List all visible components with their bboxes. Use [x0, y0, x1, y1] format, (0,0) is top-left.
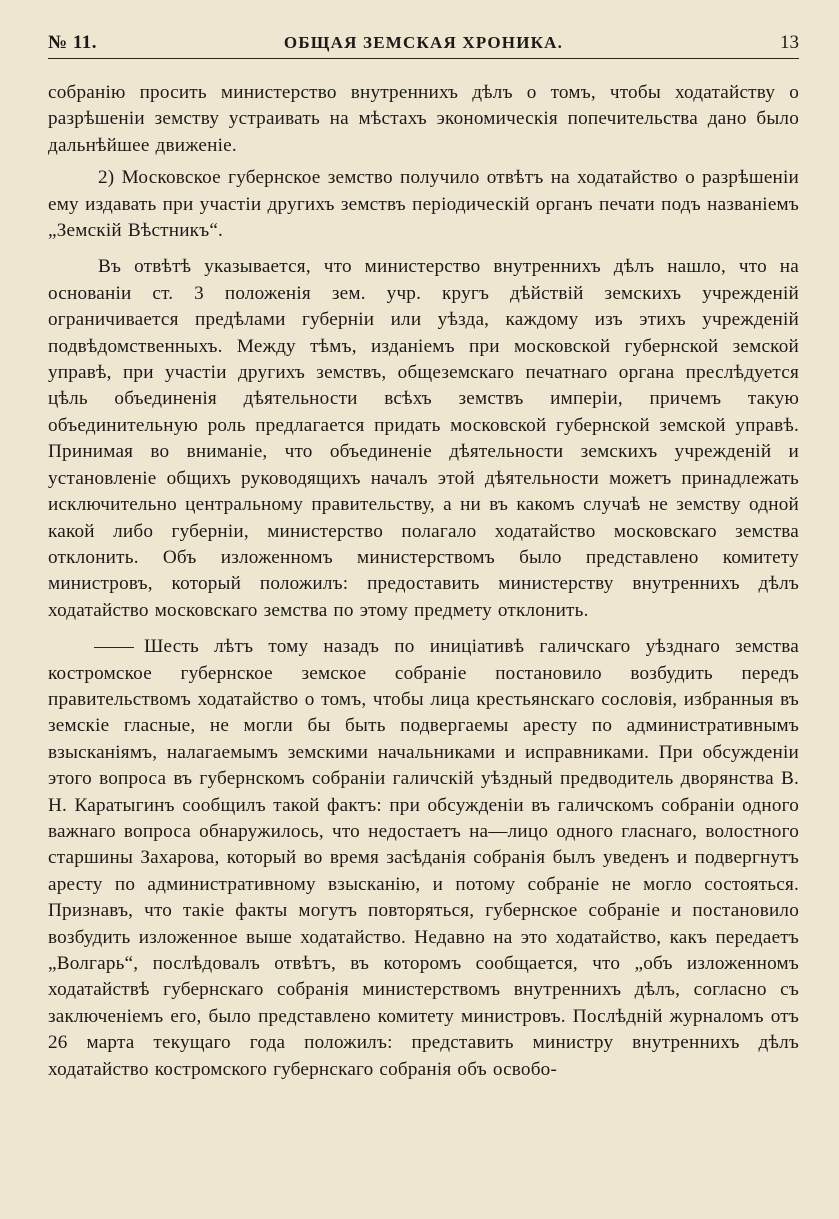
- article-body: [48, 80, 799, 1083]
- paragraph-ministry-answer: Въ отвѣтѣ указывается, что министерство внутреннихъ дѣлъ нашло, что на основаніи ст. 3 положенія зем. учр. кругъ дѣйствій земскихъ учрежденій ограничивается предѣлами губерніи или уѣзда, каждому изъ этихъ учрежденій подвѣдомственныхъ. Между тѣмъ, изданіемъ при московской губернской земской управѣ, при участіи другихъ земствъ, общеземскаго печатнаго органа преслѣдуется цѣль объединенія дѣятельности всѣхъ земствъ имперіи, причемъ такую объединительную роль предлагается придать московской губернской земской управѣ. Принимая во вниманіе, что объединеніе дѣятельности земскихъ учрежденій и установленіе общихъ руководящихъ началъ этой дѣятельности можетъ принадлежать исключительно центральному правительству, а ни въ какомъ случаѣ не земству одной какой либо губерніи, министерство полагало ходатайство московскаго земства отклонить. Объ изложенномъ министерствомъ было представлено комитету министровъ, который положилъ: предоставить министерству внутреннихъ дѣлъ ходатайство московскаго земства по этому предмету отклонить.: [48, 256, 799, 621]
- page-number: 13: [780, 32, 799, 53]
- running-head: [48, 28, 799, 59]
- section-rule: [94, 647, 134, 648]
- issue-number: № 11.: [48, 32, 98, 53]
- paragraph-kostroma-text: Шесть лѣтъ тому назадъ по иниціативѣ галичскаго уѣзднаго земства костромское губернское земское собраніе постановило возбудить передъ правительствомъ ходатайство о томъ, чтобы лица крестьянскаго сословія, избранныя въ земскіе гласные, не могли бы быть подвергаемы аресту по административнымъ взысканіямъ, налагаемымъ земскими начальниками и исправниками. При обсужденіи этого вопроса въ губернскомъ собраніи галичскій уѣздный предводитель дворянства В. Н. Каратыгинъ сообщилъ такой фактъ: при обсужденіи въ галичскомъ собраніи одного важнаго вопроса обнаружилось, что недостаетъ на—лицо одного гласнаго, волостного старшины Захарова, который во время засѣданія собранія былъ уведенъ и подвергнутъ аресту по административному взысканію, и потому собраніе не могло состояться. Признавъ, что такіе факты могутъ повторяться, губернское собраніе и постановило возбудить изложенное выше ходатайство. Недавно на это ходатайство, какъ передаетъ „Волгарь“, послѣдовалъ отвѣтъ, въ которомъ сообщается, что „объ изложенномъ ходатайствѣ губернскаго собранія министерствомъ внутреннихъ дѣлъ, согласно съ заключеніемъ его, было представлено комитету министровъ. Послѣдній журналомъ отъ 26 марта текущаго года положилъ: представить министру внутреннихъ дѣлъ ходатайство костромского губернскаго собранія объ освобо-: [48, 636, 799, 1080]
- paragraph-kostroma-news: [48, 634, 799, 1083]
- section-title: ОБЩАЯ ЗЕМСКАЯ ХРОНИКА.: [283, 33, 564, 52]
- paragraph-item-2: 2) Московское губернское земство получило отвѣтъ на ходатайство о разрѣшеніи ему издавать при участіи другихъ земствъ періодическій органъ печати подъ названіемъ „Земскій Вѣстникъ“.: [48, 167, 799, 242]
- paragraph-continuation: собранію просить министерство внутреннихъ дѣлъ о томъ, чтобы ходатайству о разрѣшеніи земству устраивать на мѣстахъ экономическія попечительства дано было дальнѣйшее движеніе.: [48, 82, 799, 156]
